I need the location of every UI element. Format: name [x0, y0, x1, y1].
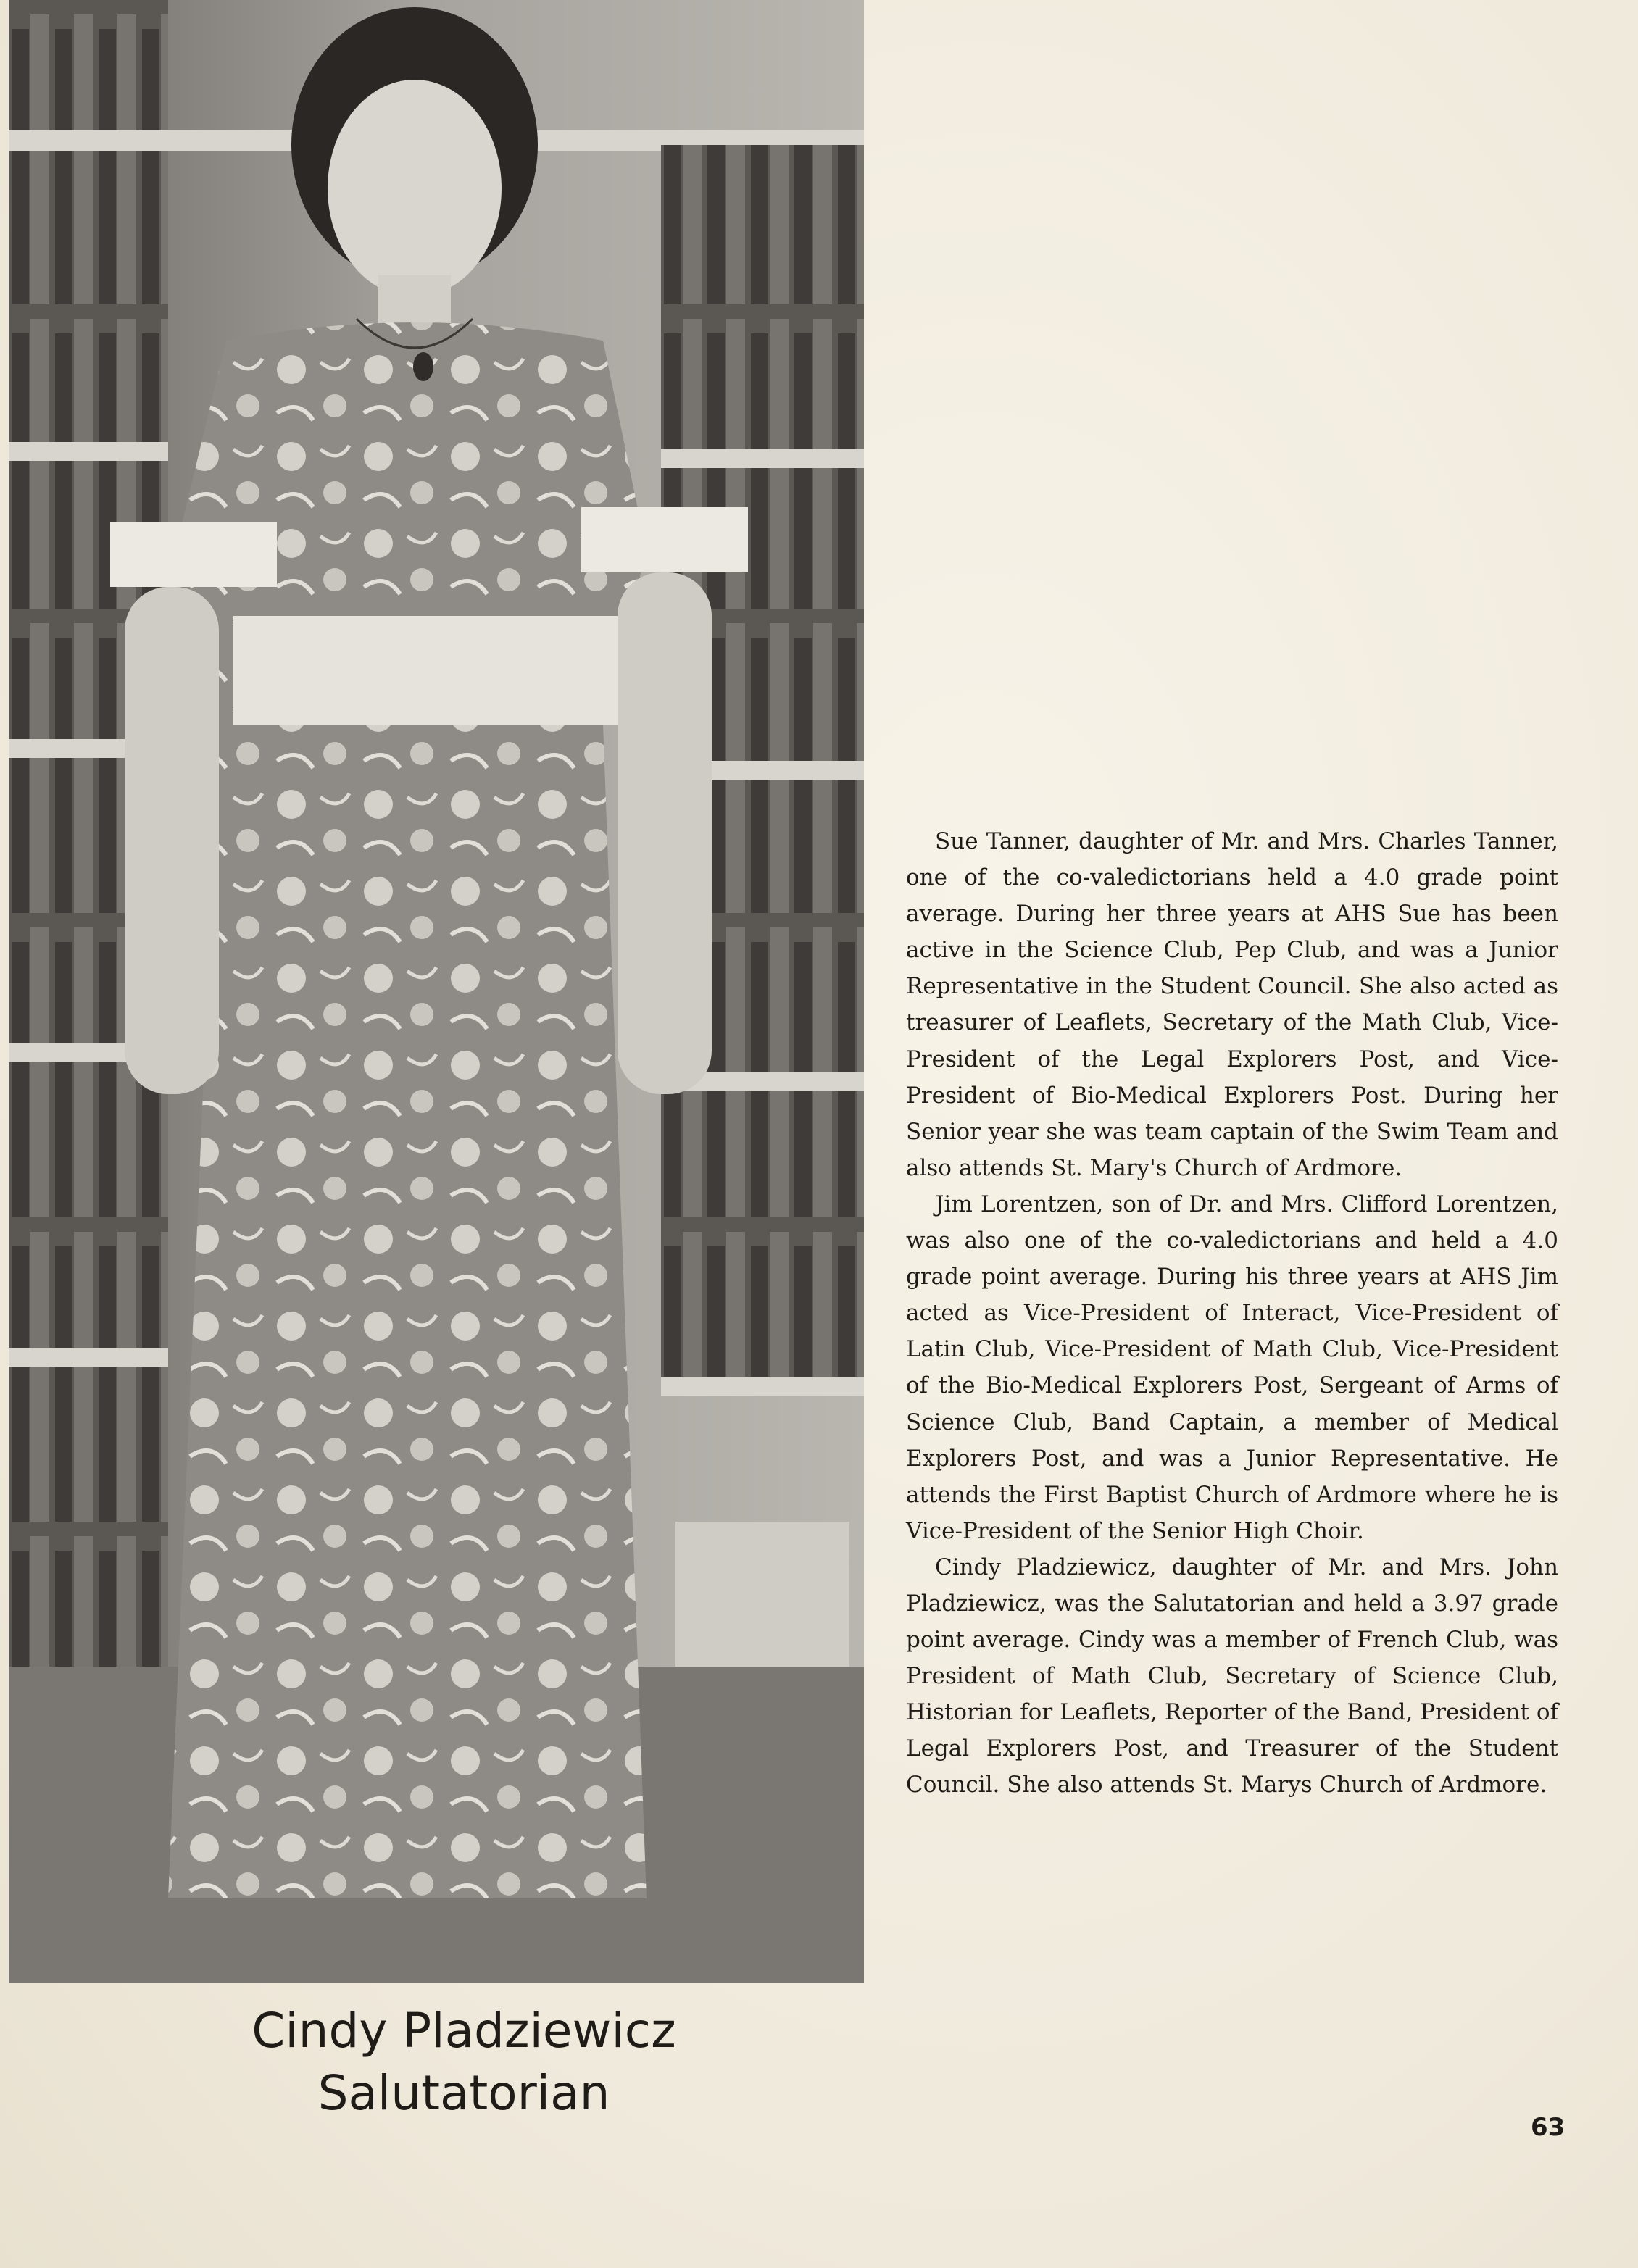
paragraph-cindy-pladziewicz: Cindy Pladziewicz, daughter of Mr. and Mrs. John Pladziewicz, was the Salutatorian and held a 3.97 grade point average. Cindy was a member of French Club, was President of Math Club, Secretary of Science Club, Historian for Leaflets, Reporter of the Band, President of Legal Explorers Post, and Treasurer of the Student Council. She also attends St. Marys Church of Ardmore. [906, 1554, 1558, 1798]
article-text [906, 823, 1558, 1804]
page-number: 63 [1531, 2113, 1566, 2142]
photo-caption [167, 2000, 761, 2125]
paragraph-sue-tanner: Sue Tanner, daughter of Mr. and Mrs. Charles Tanner, one of the co-valedictorians held a 4.0 grade point average. During her three years at AHS Sue has been active in the Science Club, Pep Club, and was a Junior Representative in the Student Council. She also acted as treasurer of Leaflets, Secretary of the Math Club, Vice-President of the Legal Explorers Post, and Vice-President of Bio-Medical Explorers Post. During her Senior year she was team captain of the Swim Team and also attends St. Mary's Church of Ardmore. [906, 828, 1558, 1181]
portrait-photo-icon [9, 0, 864, 1983]
paragraph-jim-lorentzen: Jim Lorentzen, son of Dr. and Mrs. Clifford Lorentzen, was also one of the co-valedictorians and held a 4.0 grade point average. During his three years at AHS Jim acted as Vice-President of Interact, Vice-President of Latin Club, Vice-President of Math Club, Vice-President of the Bio-Medical Explorers Post, Sergeant of Arms of Science Club, Band Captain, a member of Medical Explorers Post, and was a Junior Representative. He attends the First Baptist Church of Ardmore where he is Vice-President of the Senior High Choir. [906, 1191, 1558, 1544]
caption-name: Cindy Pladziewicz [251, 2003, 676, 2059]
caption-title: Salutatorian [317, 2065, 610, 2121]
portrait-photo [9, 0, 864, 1983]
